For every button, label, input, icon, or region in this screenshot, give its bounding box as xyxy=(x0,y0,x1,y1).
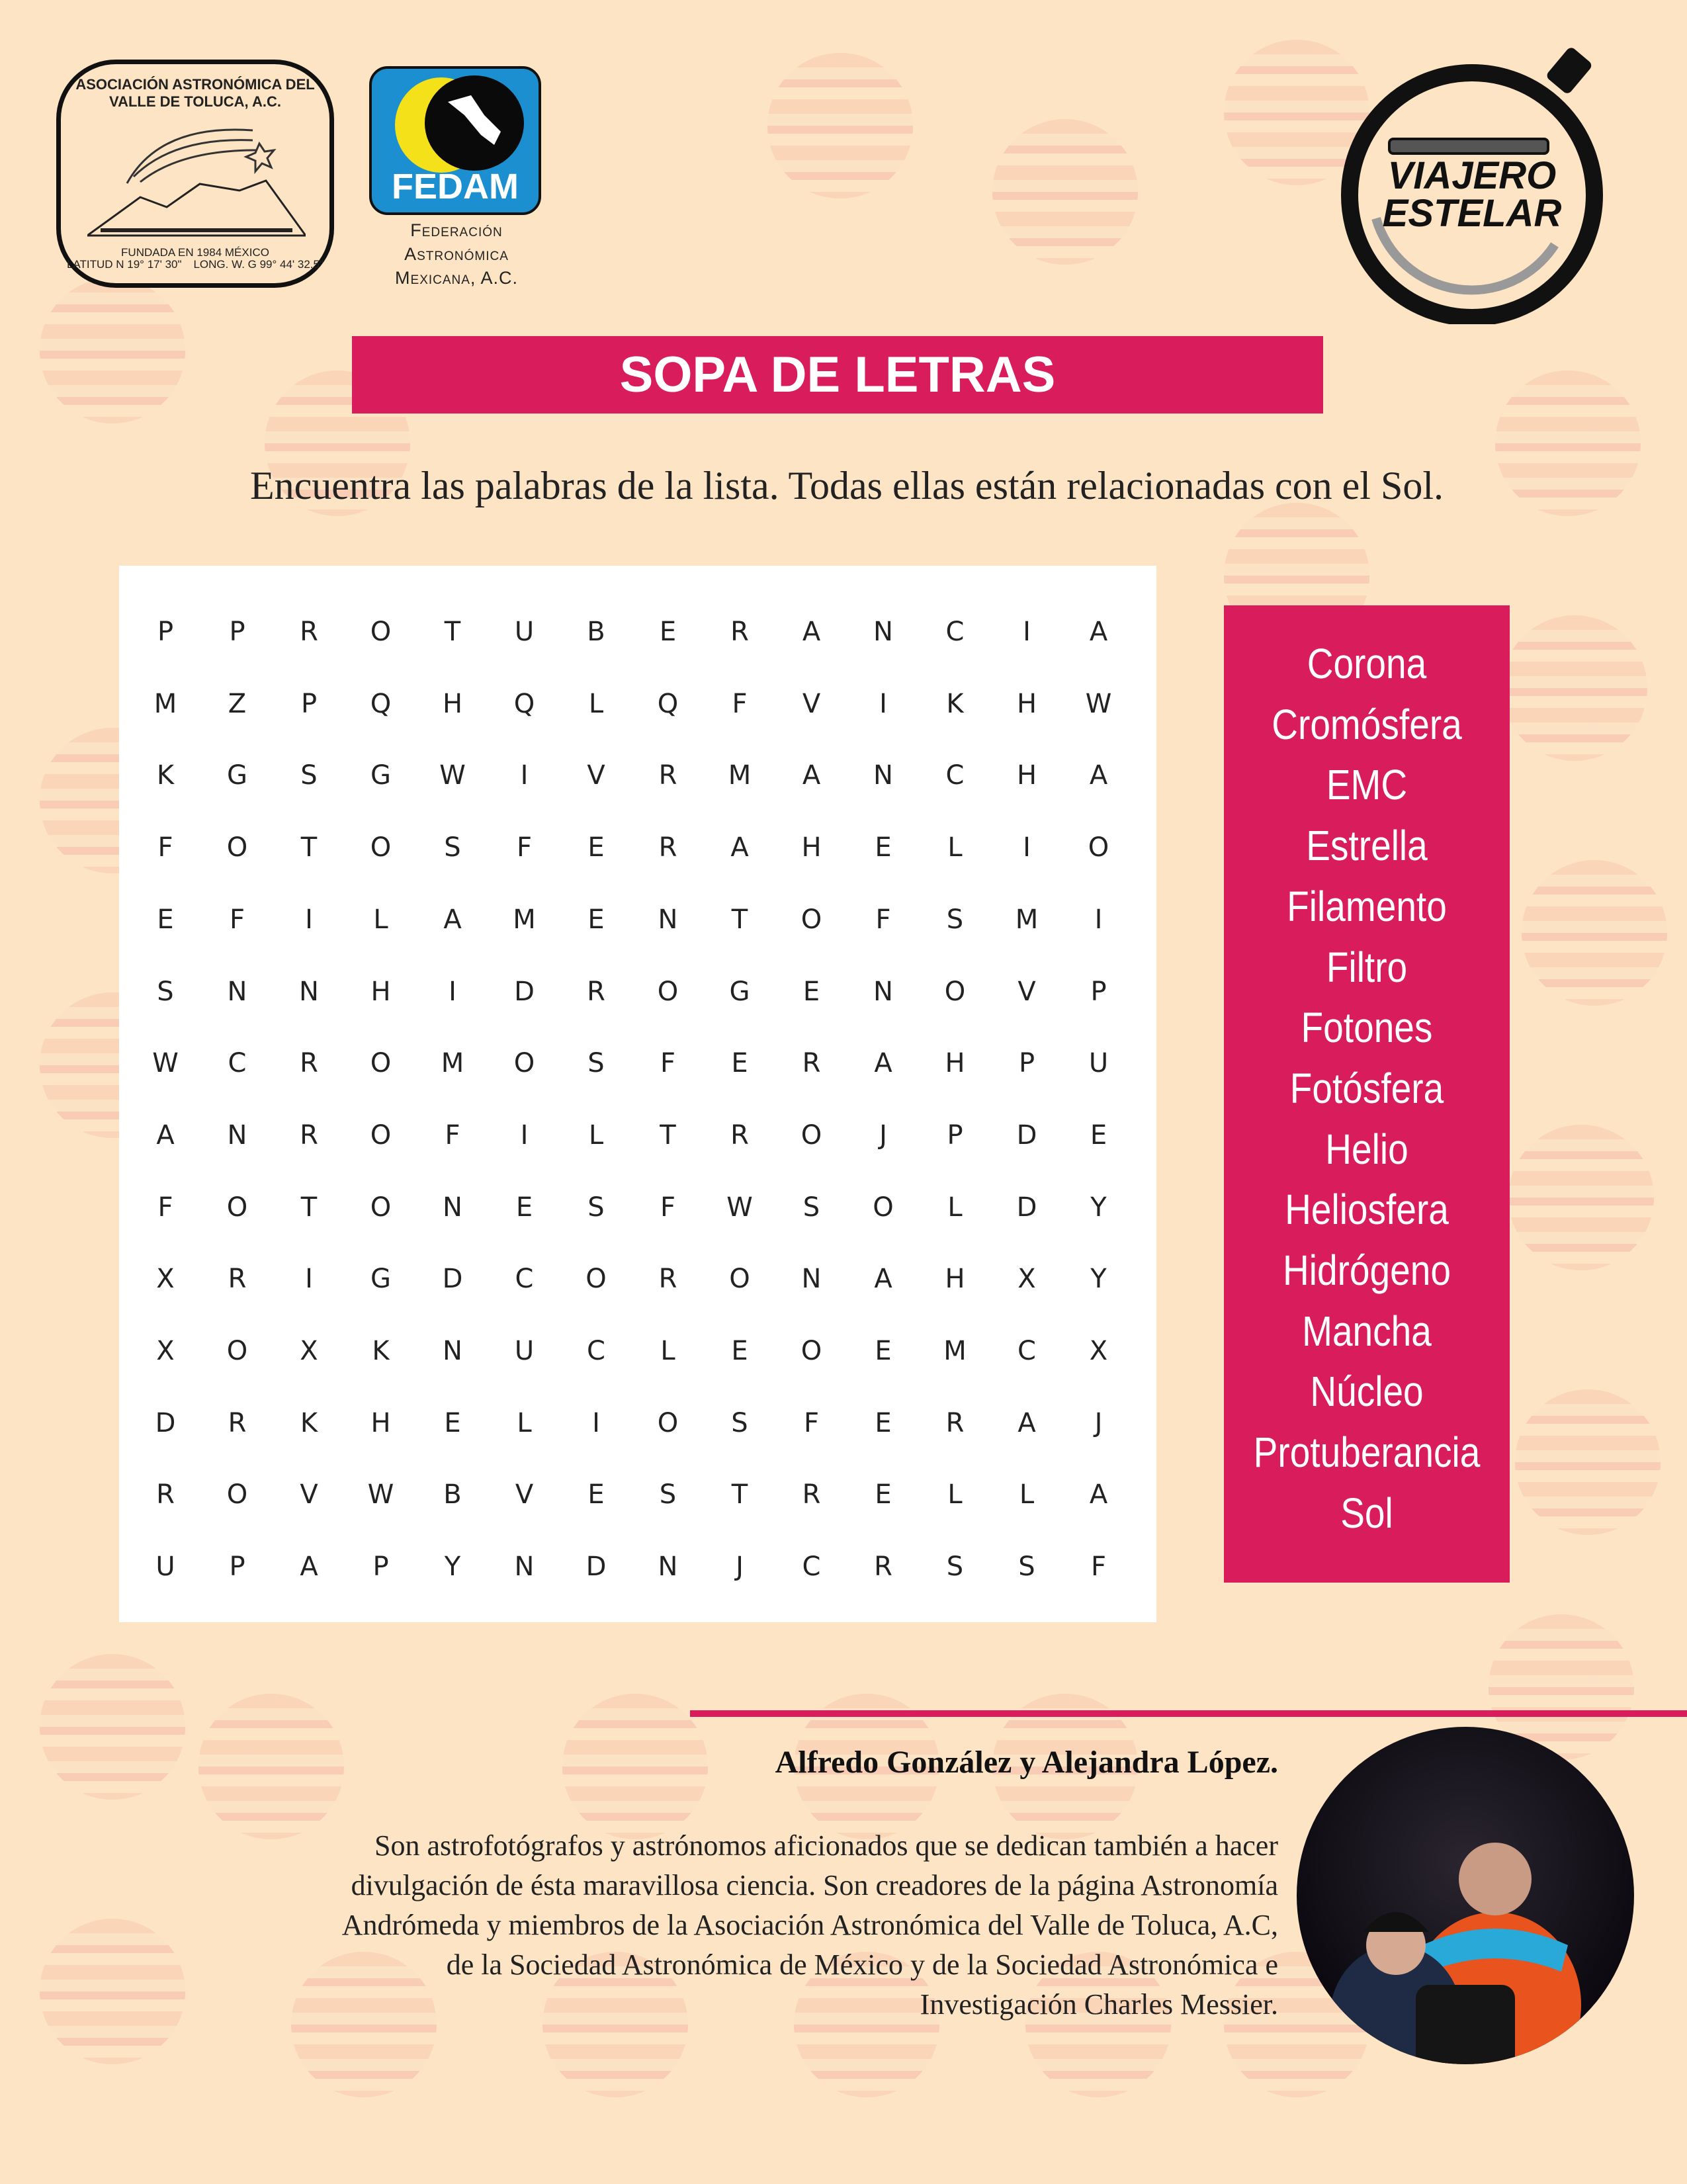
grid-letter[interactable]: G xyxy=(370,1264,391,1295)
grid-letter[interactable]: A xyxy=(300,1551,318,1583)
grid-letter[interactable]: N xyxy=(227,1119,247,1151)
fedam-subtitle-line: Astronómica xyxy=(404,244,509,264)
word-list-item: Sol xyxy=(1340,1489,1393,1537)
grid-letter[interactable]: N xyxy=(873,617,893,647)
grid-letter[interactable]: D xyxy=(1016,1119,1037,1151)
grid-letter[interactable]: C xyxy=(802,1551,821,1583)
grid-letter[interactable]: I xyxy=(305,904,313,935)
grid-letter[interactable]: N xyxy=(227,976,247,1007)
grid-letter[interactable]: A xyxy=(156,1119,175,1151)
aavt-long: LONG. W. G 99° 44' 32.5" xyxy=(193,258,324,271)
grid-letter[interactable]: C xyxy=(515,1264,534,1295)
grid-letter[interactable]: O xyxy=(1088,832,1109,863)
grid-letter[interactable]: F xyxy=(660,1192,675,1223)
grid-letter[interactable]: U xyxy=(514,617,535,647)
grid-letter[interactable]: E xyxy=(875,832,892,863)
grid-letter[interactable]: R xyxy=(300,1119,318,1151)
aavt-logo-text: ASOCIACIÓN ASTRONÓMICA DEL VALLE DE TOLUCA, A.C. xyxy=(75,76,315,110)
divider xyxy=(690,1710,1687,1717)
grid-letter[interactable]: V xyxy=(515,1479,534,1510)
grid-letter[interactable]: A xyxy=(1017,1407,1036,1438)
grid-letter[interactable]: V xyxy=(1017,976,1036,1007)
grid-letter[interactable]: P xyxy=(947,1119,963,1151)
grid-letter[interactable]: W xyxy=(439,760,466,791)
grid-letter[interactable]: D xyxy=(514,976,535,1007)
word-list-item: Mancha xyxy=(1302,1307,1432,1355)
grid-letter[interactable]: O xyxy=(370,617,392,647)
grid-letter[interactable]: P xyxy=(157,617,174,647)
grid-letter[interactable]: Q xyxy=(513,688,535,719)
background-dot xyxy=(767,53,913,198)
grid-letter[interactable]: X xyxy=(300,1336,318,1366)
fedam-logo xyxy=(369,66,541,215)
grid-letter[interactable]: P xyxy=(1090,976,1107,1007)
grid-letter[interactable]: M xyxy=(1015,904,1039,935)
grid-letter[interactable]: W xyxy=(367,1479,394,1510)
grid-letter[interactable]: F xyxy=(516,832,532,863)
grid-letter[interactable]: F xyxy=(660,1048,675,1079)
grid-letter[interactable]: I xyxy=(1094,904,1103,935)
grid-letter[interactable]: I xyxy=(449,976,456,1007)
instructions: Encuentra las palabras de la lista. Todas ellas están relacionadas con el Sol. xyxy=(249,464,1444,507)
grid-letter[interactable]: S xyxy=(659,1479,677,1510)
word-list-item: Núcleo xyxy=(1310,1368,1424,1416)
word-list-item: EMC xyxy=(1326,761,1408,809)
grid-letter[interactable]: Y xyxy=(1090,1192,1107,1223)
grid-letter[interactable]: R xyxy=(300,617,318,647)
bio-line: Son astrofotógrafos y astrónomos aficionados que se dedican también a hacer xyxy=(374,1829,1278,1862)
page-title: SOPA DE LETRAS xyxy=(352,336,1323,414)
grid-letter[interactable]: V xyxy=(587,760,605,791)
eclipse-icon xyxy=(385,75,531,175)
word-list-item: Cromósfera xyxy=(1272,700,1462,748)
grid-letter[interactable]: S xyxy=(444,832,461,863)
grid-letter[interactable]: O xyxy=(873,1192,894,1223)
grid-letter[interactable]: E xyxy=(875,1479,892,1510)
grid-letter[interactable]: H xyxy=(945,1264,965,1295)
grid-letter[interactable]: U xyxy=(514,1336,535,1366)
grid-letter[interactable]: F xyxy=(157,1192,173,1223)
fedam-name: FEDAM xyxy=(392,167,519,206)
grid-letter[interactable]: N xyxy=(514,1551,535,1583)
grid-letter[interactable]: D xyxy=(585,1551,607,1583)
word-list-item: Fotones xyxy=(1301,1004,1433,1052)
grid-letter[interactable]: E xyxy=(731,1336,748,1366)
fedam-subtitle-line: Mexicana, A.C. xyxy=(395,268,518,288)
author-name: Alfredo González y Alejandra López. xyxy=(775,1745,1278,1780)
grid-letter[interactable]: A xyxy=(874,1264,892,1295)
grid-letter[interactable]: E xyxy=(731,1048,748,1079)
grid-letter[interactable]: E xyxy=(802,976,820,1007)
grid-letter[interactable]: I xyxy=(305,1264,313,1295)
background-dot xyxy=(992,119,1138,265)
grid-letter[interactable]: U xyxy=(1088,1048,1109,1079)
grid-letter[interactable]: G xyxy=(370,760,391,791)
grid-letter[interactable]: R xyxy=(802,1048,821,1079)
grid-letter[interactable]: O xyxy=(657,1407,679,1438)
grid-letter[interactable]: H xyxy=(1016,688,1037,719)
grid-letter[interactable]: T xyxy=(444,617,461,647)
grid-letter[interactable]: R xyxy=(156,1479,175,1510)
viajero-text: VIAJERO xyxy=(1387,154,1557,197)
aavt-lat: LATITUD N 19° 17' 30" xyxy=(66,258,182,271)
grid-letter[interactable]: E xyxy=(875,1407,892,1438)
grid-letter[interactable]: A xyxy=(1089,760,1108,791)
word-list-item: Estrella xyxy=(1306,822,1428,870)
grid-letter[interactable]: W xyxy=(726,1192,753,1223)
grid-letter[interactable]: S xyxy=(1018,1551,1035,1583)
grid-letter[interactable]: M xyxy=(153,688,177,719)
grid-letter[interactable]: T xyxy=(300,832,318,863)
grid-letter[interactable]: N xyxy=(443,1192,462,1223)
bio-line: de la Sociedad Astronómica de México y de la Sociedad Astronómica e xyxy=(446,1948,1278,1981)
grid-letter[interactable]: S xyxy=(157,976,174,1007)
word-list-item: Fotósfera xyxy=(1289,1064,1444,1112)
bio-line: Andrómeda y miembros de la Asociación Astronómica del Valle de Toluca, A.C, xyxy=(341,1909,1278,1941)
grid-letter[interactable]: L xyxy=(947,832,963,863)
grid-letter[interactable]: N xyxy=(873,976,893,1007)
grid-letter[interactable]: P xyxy=(229,1551,245,1583)
word-list-item: Corona xyxy=(1307,640,1427,687)
grid-letter[interactable]: S xyxy=(946,1551,964,1583)
word-list-item: Hidrógeno xyxy=(1283,1246,1451,1294)
grid-letter[interactable]: X xyxy=(1017,1264,1036,1295)
grid-letter[interactable]: F xyxy=(875,904,891,935)
word-search-grid xyxy=(119,566,1156,1622)
word-list-item: Filamento xyxy=(1287,882,1447,930)
grid-letter[interactable]: L xyxy=(373,904,388,935)
grid-letter[interactable]: R xyxy=(874,1551,892,1583)
estelar-text: ESTELAR xyxy=(1382,192,1562,235)
grid-letter[interactable]: A xyxy=(874,1048,892,1079)
grid-letter[interactable]: K xyxy=(300,1407,318,1438)
grid-letter[interactable]: K xyxy=(946,688,964,719)
grid-letter[interactable]: A xyxy=(802,760,821,791)
grid-letter[interactable]: O xyxy=(657,976,679,1007)
grid-letter[interactable]: J xyxy=(736,1551,744,1583)
word-list xyxy=(1224,605,1510,1583)
fedam-subtitle xyxy=(361,218,552,290)
grid-letter[interactable]: P xyxy=(229,617,245,647)
author-bio xyxy=(220,1826,1278,2025)
grid-letter[interactable]: P xyxy=(1018,1048,1035,1079)
grid-letter[interactable]: E xyxy=(1090,1119,1107,1151)
authors-photo xyxy=(1297,1727,1634,2064)
grid-letter[interactable]: F xyxy=(1090,1551,1106,1583)
grid-letter[interactable]: M xyxy=(513,904,536,935)
grid-letter[interactable]: R xyxy=(730,1119,749,1151)
grid-letter[interactable]: W xyxy=(152,1048,179,1079)
grid-letter[interactable]: X xyxy=(156,1336,175,1366)
grid-letter[interactable]: R xyxy=(658,760,677,791)
grid-letter[interactable]: A xyxy=(730,832,749,863)
grid-letter[interactable]: F xyxy=(803,1407,819,1438)
grid-letter[interactable]: S xyxy=(300,760,318,791)
grid-letter[interactable]: L xyxy=(1019,1479,1035,1510)
grid-letter[interactable]: R xyxy=(658,1264,677,1295)
grid-letter[interactable]: R xyxy=(658,832,677,863)
grid-letter[interactable]: M xyxy=(728,760,752,791)
grid-letter[interactable]: A xyxy=(1089,1479,1108,1510)
grid-letter[interactable]: H xyxy=(370,976,391,1007)
grid-letter[interactable]: S xyxy=(802,1192,820,1223)
grid-letter[interactable]: B xyxy=(587,617,605,647)
grid-letter[interactable]: C xyxy=(587,1336,605,1366)
grid-letter[interactable]: M xyxy=(441,1048,464,1079)
background-dot xyxy=(562,1694,708,1839)
word-list-item: Helio xyxy=(1325,1125,1408,1173)
grid-letter[interactable]: L xyxy=(588,688,604,719)
background-dot xyxy=(1502,615,1647,761)
grid-letter[interactable]: B xyxy=(443,1479,462,1510)
fedam-subtitle-line: Federación xyxy=(410,220,503,240)
grid-letter[interactable]: E xyxy=(875,1336,892,1366)
grid-letter[interactable]: X xyxy=(156,1264,175,1295)
grid-letter[interactable]: L xyxy=(588,1119,604,1151)
grid-letter[interactable]: J xyxy=(1094,1407,1103,1438)
grid-letter[interactable]: R xyxy=(228,1264,247,1295)
grid-letter[interactable]: N xyxy=(658,1551,678,1583)
grid-letter[interactable]: F xyxy=(732,688,748,719)
grid-letter[interactable]: O xyxy=(585,1264,607,1295)
background-dot xyxy=(1508,1125,1654,1270)
bio-line: divulgación de ésta maravillosa ciencia. Son creadores de la página Astronomía xyxy=(351,1869,1278,1901)
viajero-estelar-logo xyxy=(1336,46,1614,324)
grid-letter[interactable]: V xyxy=(300,1479,318,1510)
grid-letter[interactable]: P xyxy=(372,1551,389,1583)
grid-letter[interactable]: R xyxy=(730,617,749,647)
grid-letter[interactable]: U xyxy=(155,1551,175,1583)
grid-letter[interactable]: R xyxy=(300,1048,318,1079)
grid-letter[interactable]: O xyxy=(513,1048,535,1079)
grid-letter[interactable]: L xyxy=(947,1479,963,1510)
grid-letter[interactable]: O xyxy=(800,1336,822,1366)
grid-letter[interactable]: W xyxy=(1085,688,1112,719)
grid-letter[interactable]: R xyxy=(228,1407,247,1438)
grid-letter[interactable]: T xyxy=(731,1479,748,1510)
grid-letter[interactable]: N xyxy=(801,1264,822,1295)
grid-letter[interactable]: O xyxy=(370,1119,392,1151)
grid-letter[interactable]: D xyxy=(155,1407,176,1438)
grid-letter[interactable]: O xyxy=(226,1336,248,1366)
grid-letter[interactable]: N xyxy=(658,904,678,935)
background-dot xyxy=(40,1919,185,2064)
grid-letter[interactable]: K xyxy=(156,760,175,791)
grid-letter[interactable]: N xyxy=(873,760,893,791)
grid-letter[interactable]: E xyxy=(587,1479,605,1510)
word-list-item: Protuberancia xyxy=(1253,1428,1481,1477)
grid-letter[interactable]: Y xyxy=(444,1551,461,1583)
grid-letter[interactable]: O xyxy=(226,832,248,863)
grid-letter[interactable]: E xyxy=(515,1192,533,1223)
grid-letter[interactable]: H xyxy=(801,832,822,863)
grid-letter[interactable]: R xyxy=(587,976,605,1007)
grid-letter[interactable]: S xyxy=(731,1407,748,1438)
grid-letter[interactable]: L xyxy=(660,1336,675,1366)
grid-letter[interactable]: L xyxy=(517,1407,532,1438)
grid-letter[interactable]: Q xyxy=(657,688,679,719)
grid-letter[interactable]: C xyxy=(228,1048,247,1079)
grid-letter[interactable]: C xyxy=(945,760,965,791)
grid-letter[interactable]: I xyxy=(520,1119,529,1151)
grid-letter[interactable]: Z xyxy=(228,688,247,719)
grid-letter[interactable]: O xyxy=(370,1192,392,1223)
grid-letter[interactable]: E xyxy=(587,904,605,935)
grid-letter[interactable]: T xyxy=(731,904,748,935)
grid-letter[interactable]: O xyxy=(729,1264,750,1295)
grid-letter[interactable]: O xyxy=(226,1479,248,1510)
grid-letter[interactable]: E xyxy=(157,904,174,935)
grid-letter[interactable]: P xyxy=(300,688,318,719)
grid-letter[interactable]: O xyxy=(944,976,966,1007)
grid-letter[interactable]: Q xyxy=(370,688,392,719)
word-list-item: Filtro xyxy=(1326,943,1408,991)
aavt-founded: FUNDADA EN 1984 MÉXICO xyxy=(121,245,269,259)
grid-letter[interactable]: I xyxy=(592,1407,600,1438)
grid-letter[interactable]: D xyxy=(442,1264,463,1295)
background-dot xyxy=(1515,1389,1661,1535)
grid-letter[interactable]: T xyxy=(300,1192,318,1223)
grid-letter[interactable]: O xyxy=(226,1192,248,1223)
background-dot xyxy=(40,278,185,423)
background-dot xyxy=(198,1694,344,1839)
bio-line: Investigación Charles Messier. xyxy=(920,1988,1278,2021)
grid-letter[interactable]: S xyxy=(587,1192,605,1223)
grid-letter[interactable]: L xyxy=(947,1192,963,1223)
grid-letter[interactable]: A xyxy=(443,904,462,935)
grid-letter[interactable]: O xyxy=(800,904,822,935)
grid-letter[interactable]: S xyxy=(587,1048,605,1079)
grid-letter[interactable]: F xyxy=(157,832,173,863)
grid-letter[interactable]: Y xyxy=(1090,1264,1107,1295)
grid-letter[interactable]: V xyxy=(802,688,821,719)
grid-letter[interactable]: F xyxy=(229,904,245,935)
grid-letter[interactable]: T xyxy=(660,1119,676,1151)
grid-letter[interactable]: F xyxy=(445,1119,460,1151)
grid-letter[interactable]: S xyxy=(946,904,964,935)
grid-letter[interactable]: K xyxy=(372,1336,390,1366)
grid-letter[interactable]: X xyxy=(1089,1336,1108,1366)
grid-letter[interactable]: O xyxy=(370,1048,392,1079)
grid-letter[interactable]: N xyxy=(443,1336,462,1366)
grid-letter[interactable]: N xyxy=(299,976,319,1007)
grid-letter[interactable]: A xyxy=(802,617,821,647)
grid-letter[interactable]: H xyxy=(1016,760,1037,791)
grid-letter[interactable]: I xyxy=(1023,617,1031,647)
grid-letter[interactable]: I xyxy=(520,760,529,791)
grid-letter[interactable]: C xyxy=(1017,1336,1036,1366)
grid-letter[interactable]: G xyxy=(729,976,750,1007)
grid-letter[interactable]: H xyxy=(442,688,463,719)
grid-letter[interactable]: I xyxy=(879,688,887,719)
aavt-logo xyxy=(56,60,334,288)
grid-letter[interactable]: R xyxy=(802,1479,821,1510)
grid-letter[interactable]: O xyxy=(370,832,392,863)
grid-letter[interactable]: I xyxy=(1023,832,1031,863)
grid-letter[interactable]: E xyxy=(587,832,605,863)
grid-letter[interactable]: J xyxy=(879,1119,887,1151)
grid-letter[interactable]: A xyxy=(1089,617,1108,647)
grid-letter[interactable]: E xyxy=(444,1407,461,1438)
background-dot xyxy=(40,1654,185,1800)
grid-letter[interactable]: O xyxy=(800,1119,822,1151)
grid-letter[interactable]: C xyxy=(945,617,965,647)
grid-letter[interactable]: G xyxy=(227,760,247,791)
word-list-item: Heliosfera xyxy=(1285,1186,1449,1234)
grid-letter[interactable]: E xyxy=(659,617,677,647)
grid-letter[interactable]: H xyxy=(945,1048,965,1079)
grid-letter[interactable]: M xyxy=(943,1336,967,1366)
background-dot xyxy=(1522,860,1667,1006)
comet-icon xyxy=(120,110,279,190)
grid-letter[interactable]: R xyxy=(945,1407,965,1438)
grid-letter[interactable]: D xyxy=(1016,1192,1037,1223)
grid-letter[interactable]: H xyxy=(370,1407,391,1438)
